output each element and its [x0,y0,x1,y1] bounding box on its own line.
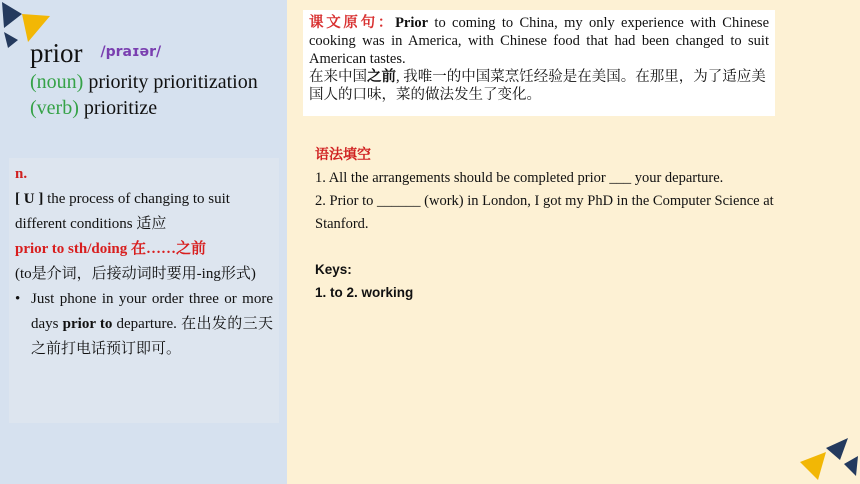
source-sentence-cn [309,68,769,104]
example-pre: Just phone in your order three or more days [31,291,273,332]
example-bold: prior to [62,316,113,332]
usage-tag: [ U ] [15,191,44,207]
bullet-icon: • [15,291,21,307]
verb-forms: prioritize [83,97,158,119]
phrase-line [15,237,273,262]
source-bold-word: Prior [395,15,429,31]
source-label: 课文原句： [309,15,396,31]
noun-tag: (noun) [30,71,84,93]
grammar-note: (to是介词，后接动词时要用-ing形式) [15,266,256,282]
exercise-title: 语法填空 [315,147,371,163]
phrase-cn: 在……之前 [131,241,207,257]
source-sentence-box [303,10,775,116]
keys-answers: 1. to 2. working [315,285,414,300]
source-cn-post: , 我唯一的中国菜烹饪经验是在美国。在那里，为了适应美国人的口味，菜的做法发生了变化。 [309,69,766,103]
left-panel [0,0,287,484]
source-sentence-en: to coming to China, my only experience with Chinese cooking was in America, with Chinese food that had been changed to suit American tastes. [309,15,770,67]
meaning-en: the process of changing to suit different conditions [15,191,230,232]
example-cn: 在出发的三天之前打电话预订即可。 [31,316,274,357]
verb-tag: (verb) [30,97,79,119]
part-of-speech: n. [15,166,28,182]
phonetic: /praɪər/ [100,44,162,60]
keys-title: Keys: [315,262,352,277]
phrase: prior to sth/doing [15,241,128,257]
example-post: departure. [116,316,177,332]
corner-triangles-icon [796,434,860,484]
source-cn-bold: 之前 [367,69,396,85]
example-item [15,287,273,362]
question-1: 1. All the arrangements should be completed prior ___ your departure. [315,170,724,186]
meaning-cn: 适应 [136,216,167,232]
meaning [15,187,273,237]
noun-forms-line [30,69,258,95]
word-title: prior [30,38,83,68]
definition-box [9,158,279,423]
verb-forms-line [30,95,258,121]
exercise-section [315,144,785,304]
question-2: 2. Prior to ______ (work) in London, I got my PhD in the Computer Science at Stanford. [315,193,774,232]
source-cn-pre: 在来中国 [309,69,367,85]
noun-forms: priority prioritization [88,71,258,93]
word-header [30,38,258,121]
